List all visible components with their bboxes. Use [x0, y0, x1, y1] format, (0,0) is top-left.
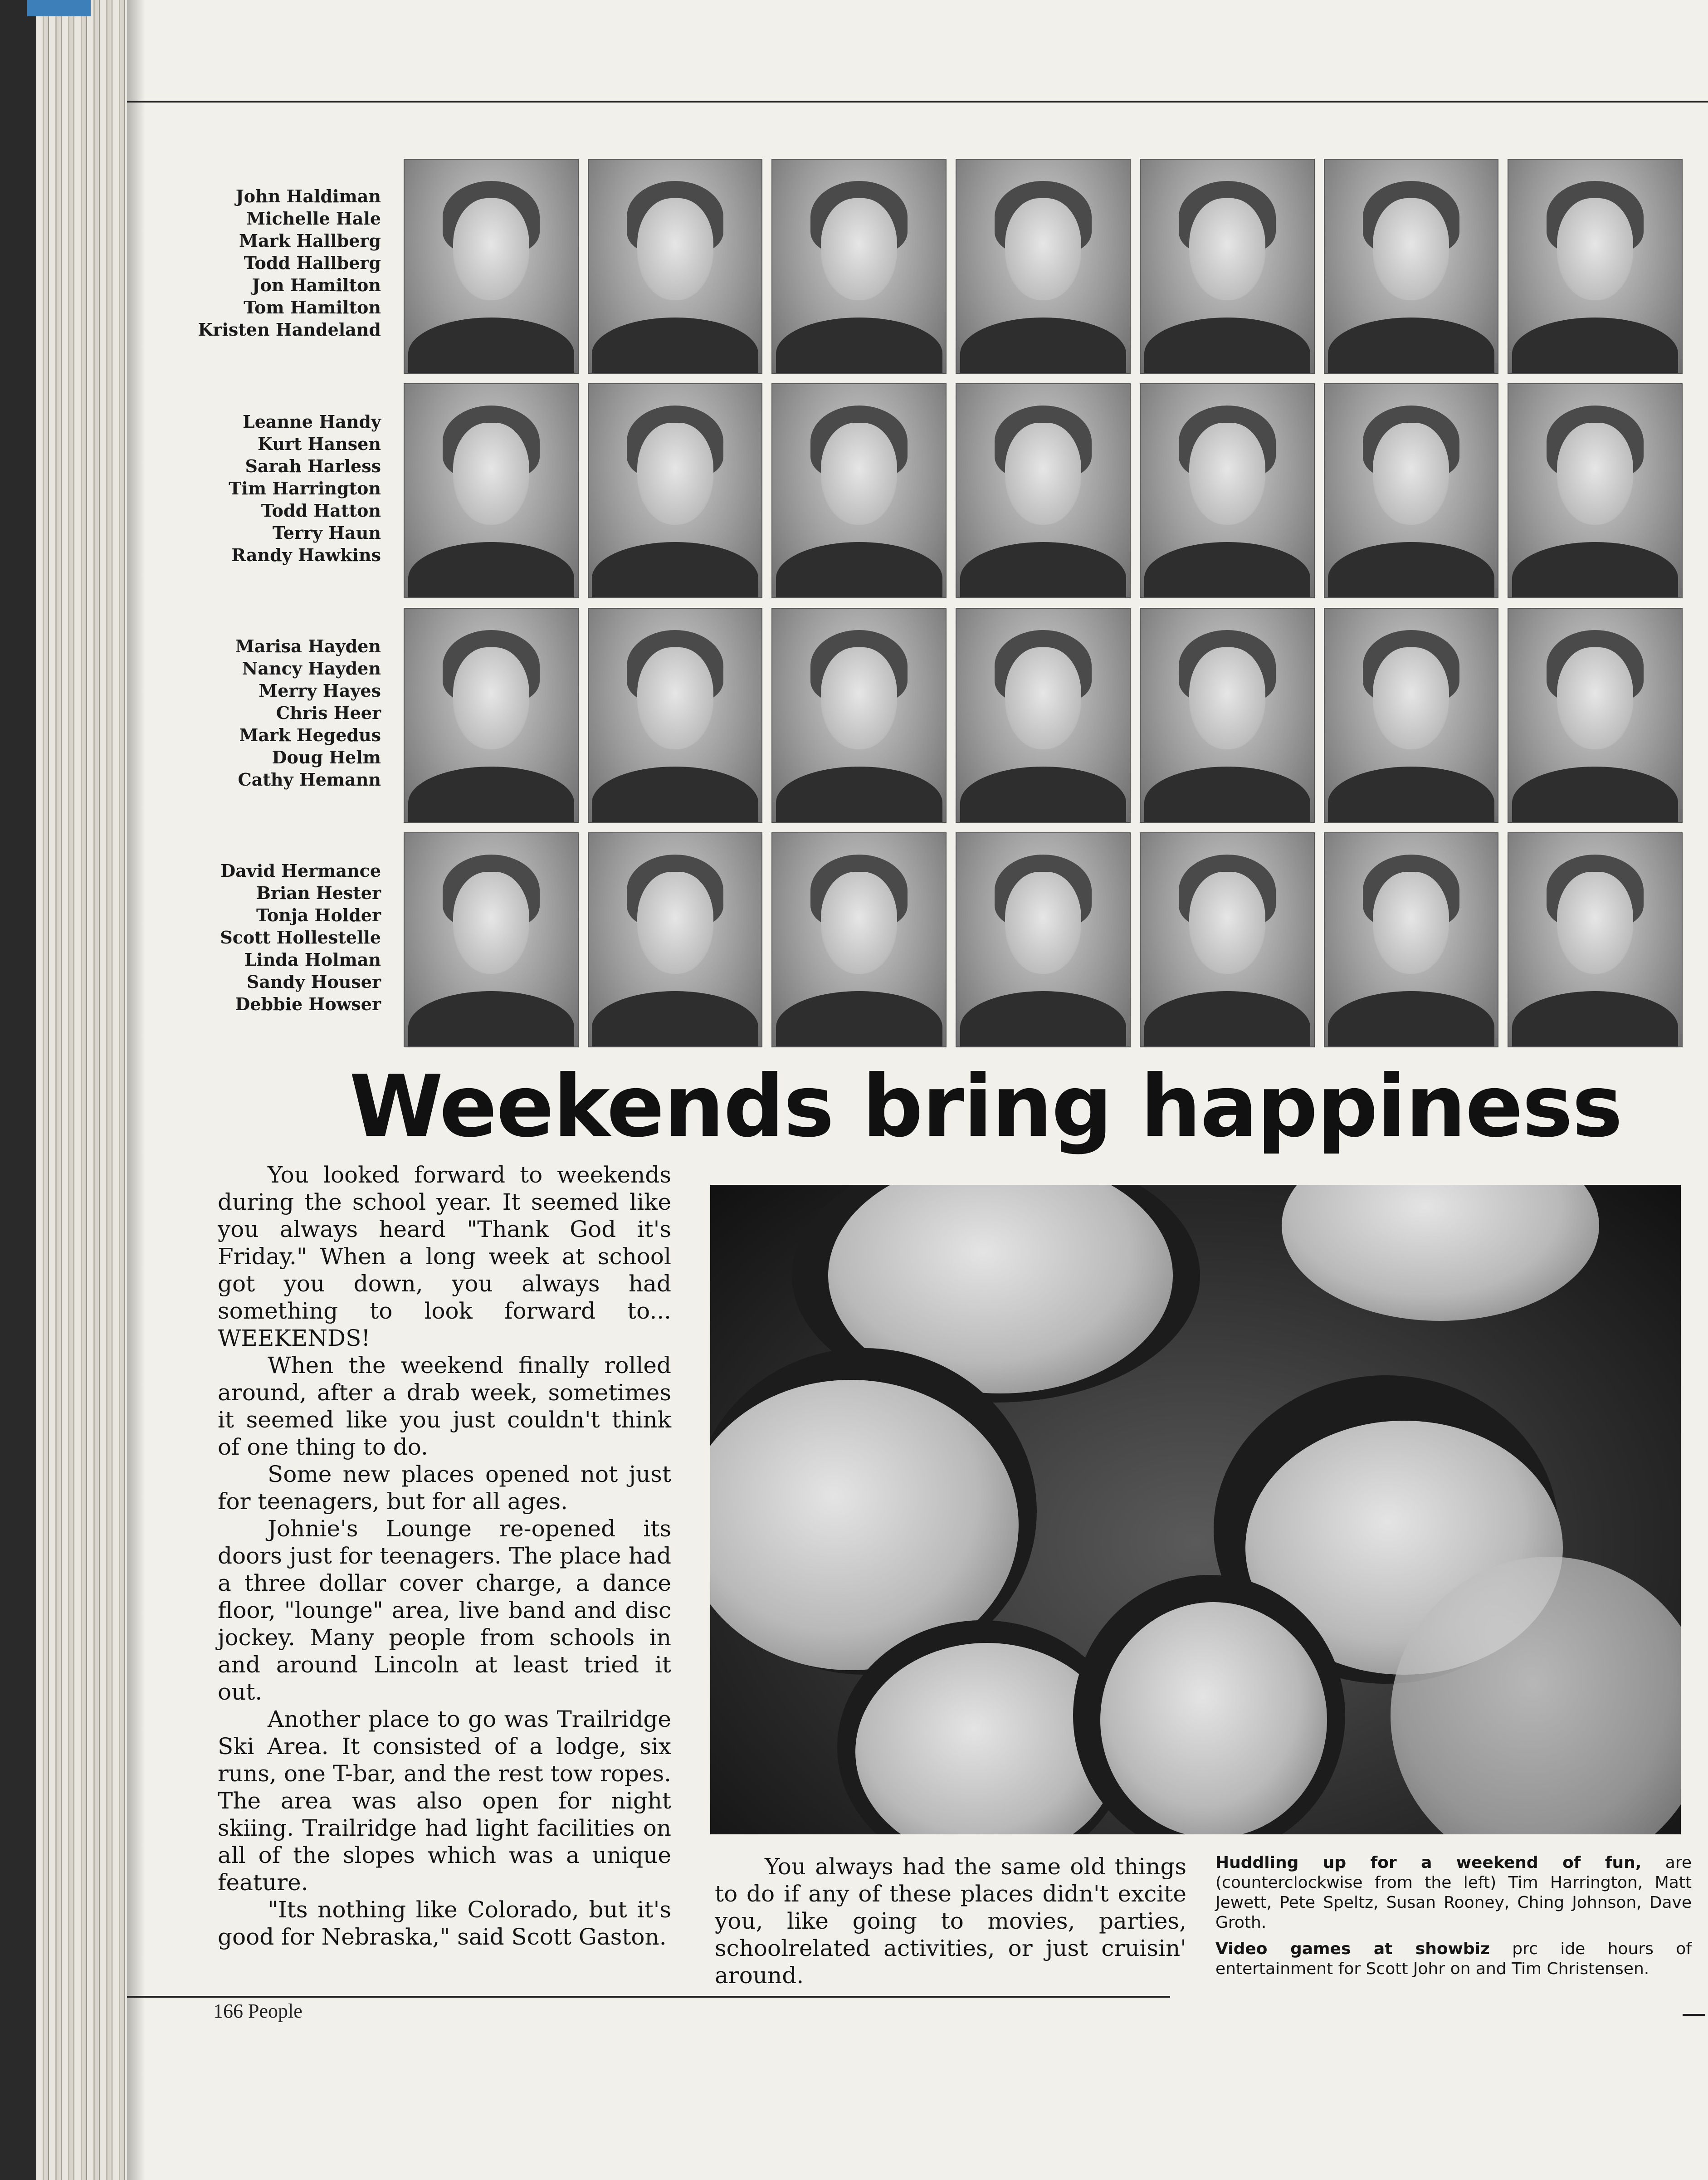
student-name: Scott Hollestelle — [220, 927, 381, 948]
student-name: Marisa Hayden — [235, 636, 381, 656]
student-portrait — [1140, 608, 1315, 823]
student-portrait — [956, 159, 1131, 374]
student-name: Nancy Hayden — [242, 658, 381, 679]
student-name: Mark Hegedus — [239, 725, 381, 745]
student-portrait — [956, 383, 1131, 598]
student-name: Merry Hayes — [259, 680, 381, 701]
page-folio: 166 People — [213, 2000, 303, 2022]
student-name: Kristen Handeland — [198, 319, 381, 340]
story-paragraph: Johnie's Lounge re-opened its doors just for teenagers. The place had a three dollar cover charge, a dance floor, "lounge" area, live band and disc jockey. Many people from schools in and around Lincoln at least tried it out. — [218, 1515, 671, 1705]
student-name: Todd Hatton — [261, 500, 381, 521]
article-headline: Weekends bring happiness — [349, 1057, 1622, 1156]
student-name: Tom Hamilton — [244, 297, 381, 318]
student-portrait — [1324, 608, 1499, 823]
student-name: Chris Heer — [276, 703, 381, 723]
student-name: Leanne Handy — [243, 411, 381, 432]
caption-video-games — [1215, 1939, 1692, 1979]
student-name: Doug Helm — [272, 747, 381, 767]
binding-tab — [27, 0, 91, 16]
caption-text: prc ide hours of entertainment for Scott Johr on and Tim Christensen. — [1215, 1940, 1692, 1978]
gutter-shadow — [127, 0, 145, 2180]
student-name: Debbie Howser — [235, 994, 381, 1014]
student-portrait — [404, 159, 579, 374]
student-name: Tonja Holder — [256, 905, 381, 925]
top-rule — [127, 101, 1708, 103]
caption-lead: Video games at showbiz — [1215, 1940, 1490, 1958]
story-paragraph: "Its nothing like Colorado, but it's good for Nebraska," said Scott Gaston. — [218, 1897, 671, 1950]
story-column-1 — [218, 1161, 671, 1950]
student-name: Sandy Houser — [246, 972, 381, 992]
caption-lead: Huddling up for a weekend of fun, — [1215, 1853, 1642, 1872]
student-name: Jon Hamilton — [252, 275, 381, 295]
student-portrait — [588, 608, 763, 823]
name-list-row-3 — [168, 635, 381, 791]
story-paragraph: When the weekend finally rolled around, after a drab week, sometimes it seemed like you just couldn't think of one thing to do. — [218, 1352, 671, 1460]
student-name: John Haldiman — [235, 186, 381, 206]
student-portrait — [1140, 159, 1315, 374]
story-paragraph: You always had the same old things to do if any of these places didn't excite you, like going to movies, parties, schoolrelated activities, or just cruisin' around. — [715, 1853, 1186, 1989]
student-name: Tim Harrington — [229, 478, 381, 499]
face — [1282, 1185, 1599, 1321]
student-name: Randy Hawkins — [231, 545, 381, 565]
story-paragraph: Another place to go was Trailridge Ski Area. It consisted of a lodge, six runs, one T-bar, and the rest tow ropes. The area was also open for night skiing. Trailridge had light facilities on all of the slopes which was a unique feature. — [218, 1706, 671, 1896]
caption-text: are (counterclockwise from the left) Tim Harrington, Matt Jewett, Pete Speltz, Susan Rooney, Ching Johnson, Dave Groth. — [1215, 1853, 1692, 1932]
story-paragraph: You looked forward to weekends during the school year. It seemed like you always heard "Thank God it's Friday." When a long week at school got you down, you always had something to look forward to... WEEKENDS! — [218, 1162, 671, 1351]
name-list-row-4 — [168, 860, 381, 1015]
student-portrait — [404, 608, 579, 823]
yearbook-page — [127, 0, 1708, 2180]
portrait-row-3 — [404, 608, 1683, 821]
student-portrait — [588, 383, 763, 598]
student-portrait — [1140, 832, 1315, 1047]
student-name: Linda Holman — [244, 949, 381, 970]
story-paragraph: Some new places opened not just for teenagers, but for all ages. — [218, 1461, 671, 1515]
student-name: Mark Hallberg — [239, 230, 381, 251]
student-name: Kurt Hansen — [258, 434, 381, 454]
student-portrait — [1324, 832, 1499, 1047]
name-list-row-2 — [168, 411, 381, 566]
portrait-row-1 — [404, 159, 1683, 372]
student-name: Cathy Hemann — [238, 769, 381, 790]
student-portrait — [404, 383, 579, 598]
story-column-2 — [715, 1853, 1186, 1989]
student-portrait — [588, 159, 763, 374]
huddle-photo — [710, 1185, 1681, 1834]
student-name: Brian Hester — [256, 883, 381, 903]
portrait-row-2 — [404, 383, 1683, 596]
student-portrait — [1508, 159, 1683, 374]
book-binding — [0, 0, 36, 2180]
bottom-rule-mark — [1683, 2014, 1705, 2016]
page-edges — [36, 0, 127, 2180]
student-portrait — [588, 832, 763, 1047]
student-portrait — [771, 832, 947, 1047]
student-portrait — [1140, 383, 1315, 598]
portrait-row-4 — [404, 832, 1683, 1046]
student-portrait — [771, 608, 947, 823]
student-portrait — [956, 608, 1131, 823]
student-name: Terry Haun — [272, 523, 381, 543]
student-name: David Hermance — [220, 860, 381, 881]
student-portrait — [1508, 608, 1683, 823]
student-portrait — [1324, 383, 1499, 598]
student-portrait — [1508, 383, 1683, 598]
student-name: Sarah Harless — [245, 456, 381, 476]
bottom-rule — [127, 1996, 1170, 1998]
student-name: Todd Hallberg — [244, 253, 381, 273]
student-name: Michelle Hale — [246, 208, 381, 229]
student-portrait — [771, 383, 947, 598]
student-portrait — [771, 159, 947, 374]
photo-captions — [1215, 1853, 1692, 1985]
student-portrait — [404, 832, 579, 1047]
name-list-row-1 — [168, 185, 381, 341]
face — [1100, 1602, 1327, 1834]
student-portrait — [1324, 159, 1499, 374]
student-portrait — [1508, 832, 1683, 1047]
student-portrait — [956, 832, 1131, 1047]
caption-huddle — [1215, 1853, 1692, 1933]
